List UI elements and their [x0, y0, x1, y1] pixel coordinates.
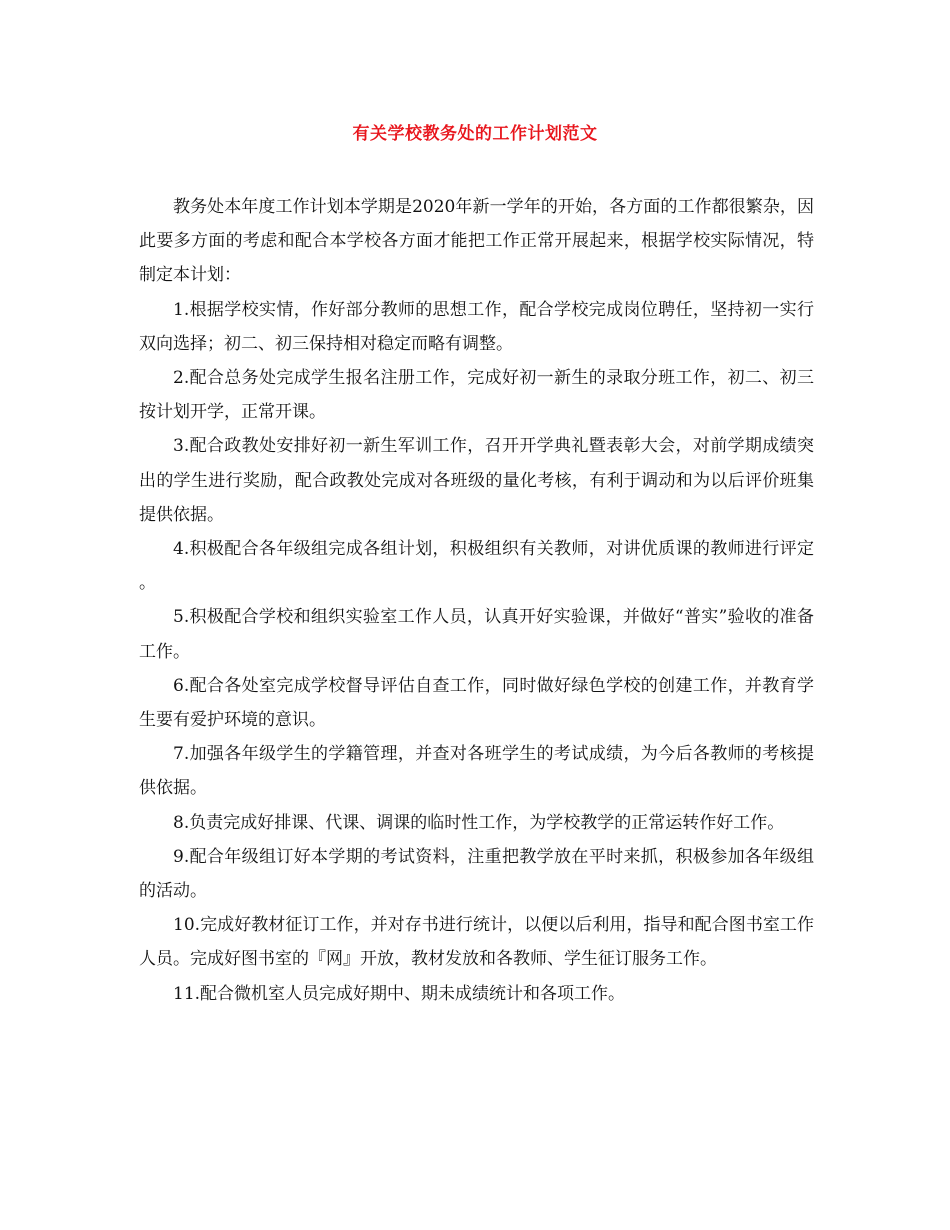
paragraph-item-2: 2.配合总务处完成学生报名注册工作，完成好初一新生的录取分班工作，初二、初三按计划开学，正常开课。: [139, 368, 814, 423]
paragraph-item-10: 10.完成好教材征订工作，并对存书进行统计，以便以后利用，指导和配合图书室工作人员。完成好图书室的『网』开放，教材发放和各教师、学生征订服务工作。: [139, 915, 814, 970]
paragraph-item-7: 7.加强各年级学生的学籍管理，并查对各班学生的考试成绩，为今后各教师的考核提供依据。: [139, 744, 814, 799]
paragraph-item-9: 9.配合年级组订好本学期的考试资料，注重把教学放在平时来抓，积极参加各年级组的活动。: [139, 846, 814, 902]
document-title: 有关学校教务处的工作计划范文: [352, 124, 598, 144]
paragraph-item-1: 1.根据学校实情，作好部分教师的思想工作，配合学校完成岗位聘任，坚持初一实行双向选择；初二、初三保持相对稳定而略有调整。: [139, 299, 814, 354]
document-body: [139, 190, 814, 1011]
paragraph-item-5: 5.积极配合学校和组织实验室工作人员，认真开好实验课，并做好“普实”验收的准备工作。: [139, 607, 814, 662]
paragraph-intro: 教务处本年度工作计划本学期是2020年新一学年的开始，各方面的工作都很繁杂，因此要多方面的考虑和配合本学校各方面才能把工作正常开展起来，根据学校实际情况，特制定本计划：: [139, 197, 814, 286]
paragraph-item-4: 4.积极配合各年级组完成各组计划，积极组织有关教师，对讲优质课的教师进行评定。: [139, 539, 814, 594]
paragraph-item-6: 6.配合各处室完成学校督导评估自查工作，同时做好绿色学校的创建工作，并教育学生要有爱护环境的意识。: [139, 675, 814, 731]
paragraph-item-11: 11.配合微机室人员完成好期中、期未成绩统计和各项工作。: [173, 983, 626, 1004]
paragraph-item-8: 8.负责完成好排课、代课、调课的临时性工作，为学校教学的正常运转作好工作。: [173, 812, 785, 833]
paragraph-item-3: 3.配合政教处安排好初一新生军训工作，召开开学典礼暨表彰大会，对前学期成绩突出的学生进行奖励，配合政教处完成对各班级的量化考核，有利于调动和为以后评价班集提供依据。: [139, 436, 814, 525]
